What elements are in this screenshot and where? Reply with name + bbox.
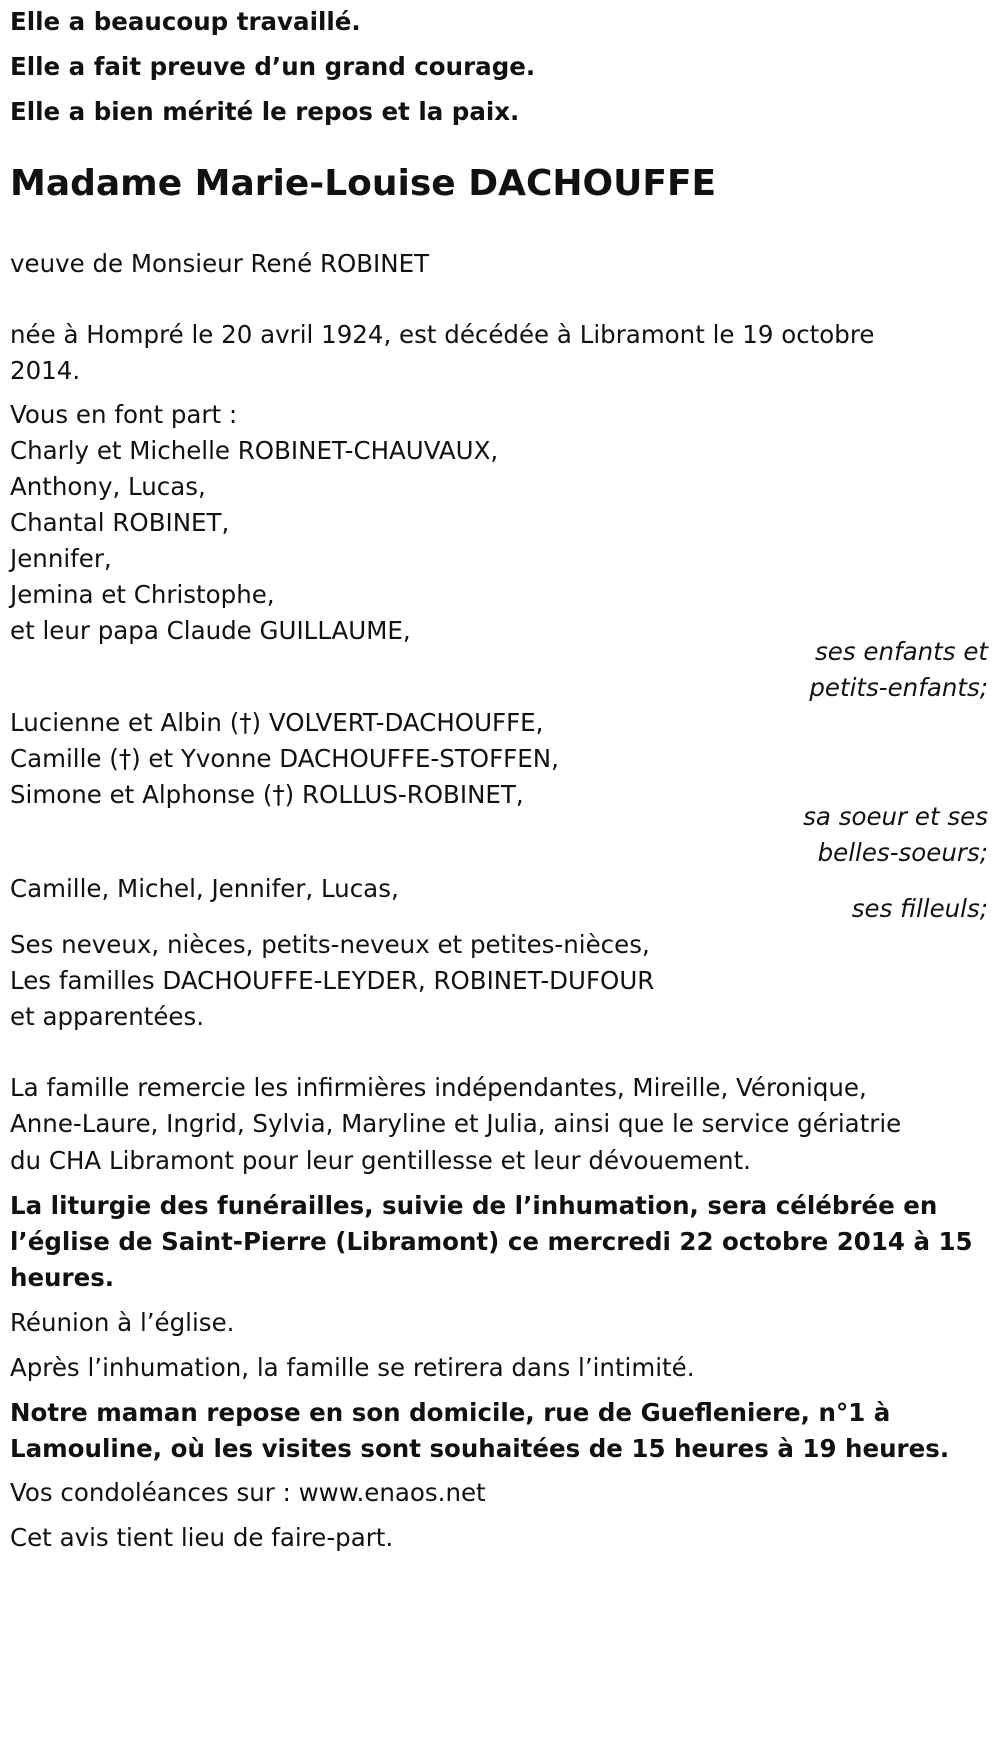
siblings-line: Camille (†) et Yvonne DACHOUFFE-STOFFEN,: [10, 744, 559, 773]
rest-line: Notre maman repose en son domicile, rue de Guefleniere, n°1 à: [10, 1398, 891, 1427]
relatives-line: Les familles DACHOUFFE-LEYDER, ROBINET-DUFOUR: [10, 966, 655, 995]
children-caption: petits-enfants;: [809, 673, 988, 702]
children-line: Charly et Michelle ROBINET-CHAUVAUX,: [10, 436, 499, 465]
birth-death-line: née à Hompré le 20 avril 1924, est décédée à Libramont le 19 octobre: [10, 320, 875, 349]
siblings-line: Lucienne et Albin (†) VOLVERT-DACHOUFFE,: [10, 708, 544, 737]
godchildren-caption: ses filleuls;: [851, 894, 988, 923]
widow-line: veuve de Monsieur René ROBINET: [10, 249, 430, 278]
relatives-line: Ses neveux, nièces, petits-neveux et petites-nièces,: [10, 930, 650, 959]
children-caption: ses enfants et: [815, 637, 988, 666]
closing-line: Cet avis tient lieu de faire-part.: [10, 1523, 394, 1552]
meeting-line: Réunion à l’église.: [10, 1308, 235, 1337]
liturgy-line: La liturgie des funérailles, suivie de l’inhumation, sera célébrée en: [10, 1191, 938, 1220]
siblings-caption: belles-soeurs;: [817, 838, 988, 867]
deceased-name: Madame Marie-Louise DACHOUFFE: [10, 163, 717, 204]
children-line: et leur papa Claude GUILLAUME,: [10, 616, 411, 645]
godchildren-line: Camille, Michel, Jennifer, Lucas,: [10, 874, 399, 903]
relatives-line: et apparentées.: [10, 1002, 205, 1031]
children-line: Jennifer,: [10, 544, 112, 573]
epigraph-line: Elle a fait preuve d’un grand courage.: [10, 52, 536, 81]
thanks-line: La famille remercie les infirmières indépendantes, Mireille, Véronique,: [10, 1073, 867, 1102]
birth-death-line: 2014.: [10, 356, 81, 385]
children-line: Chantal ROBINET,: [10, 508, 230, 537]
liturgy-line: heures.: [10, 1263, 115, 1292]
siblings-line: Simone et Alphonse (†) ROLLUS-ROBINET,: [10, 780, 524, 809]
children-line: Jemina et Christophe,: [10, 580, 275, 609]
epigraph-line: Elle a beaucoup travaillé.: [10, 7, 361, 36]
announce-intro: Vous en font part :: [10, 400, 238, 429]
epigraph-line: Elle a bien mérité le repos et la paix.: [10, 97, 520, 126]
rest-line: Lamouline, où les visites sont souhaitées de 15 heures à 19 heures.: [10, 1434, 950, 1463]
liturgy-line: l’église de Saint-Pierre (Libramont) ce mercredi 22 octobre 2014 à 15: [10, 1227, 973, 1256]
thanks-line: du CHA Libramont pour leur gentillesse et leur dévouement.: [10, 1146, 751, 1175]
children-line: Anthony, Lucas,: [10, 472, 206, 501]
siblings-caption: sa soeur et ses: [803, 802, 988, 831]
condolences-line: Vos condoléances sur : www.enaos.net: [10, 1478, 486, 1507]
thanks-line: Anne-Laure, Ingrid, Sylvia, Maryline et Julia, ainsi que le service gériatrie: [10, 1109, 902, 1138]
after-line: Après l’inhumation, la famille se retirera dans l’intimité.: [10, 1353, 695, 1382]
